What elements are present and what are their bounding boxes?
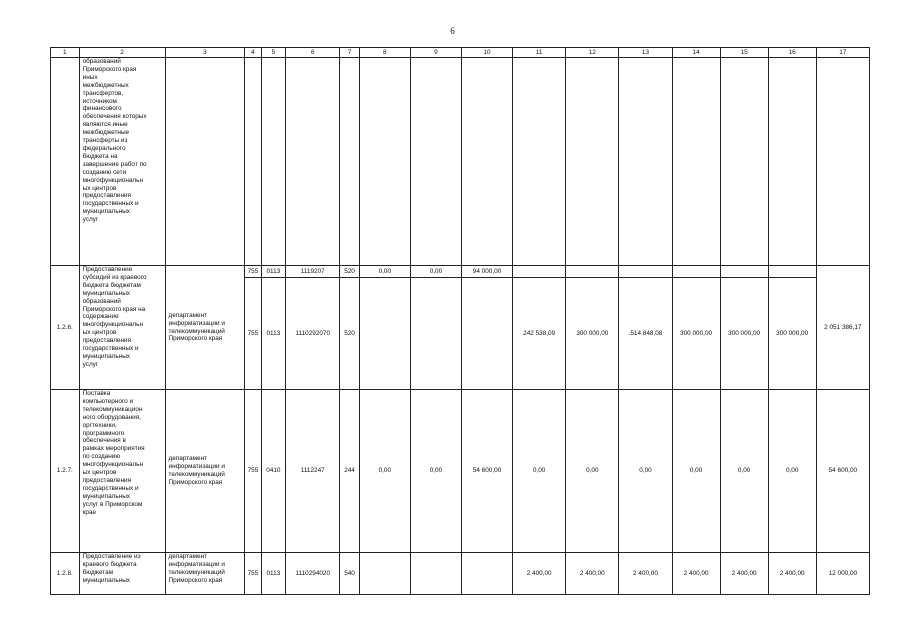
row-total: 54 600,00	[816, 390, 869, 553]
cell-c12: 2 400,00	[566, 553, 619, 595]
cell-c4: 755	[245, 553, 261, 595]
table-row-1-2-6-a	[51, 266, 870, 278]
cell-c14: 300 000,00	[672, 278, 720, 390]
column-header: 4	[245, 48, 261, 58]
cell-c9: 0,00	[410, 266, 461, 278]
cell-c5: 0113	[261, 278, 286, 390]
column-number-row	[51, 48, 870, 58]
row-number: 1.2.6.	[51, 266, 80, 390]
cell-c6: 1110294020	[286, 553, 340, 595]
cell-c4: 755	[245, 278, 261, 390]
cell-c4: 755	[245, 266, 261, 278]
measure-description: образований Приморского края иных межбюджетных трансфертов, источником финансового обеспечения которых являются иные межбюджетные трансферты из федерального бюджета на завершение работ по созданию сети многофункциональн ых центров предоставления государственных и муниципальных услуг	[79, 58, 165, 266]
cell-c6: 1110292070	[286, 278, 340, 390]
row-total: 12 000,00	[816, 553, 869, 595]
cell-c8: 0,00	[359, 390, 410, 553]
table-row-continuation	[51, 58, 870, 266]
row-number: 1.2.8.	[51, 553, 80, 595]
cell-c6: 1119207	[286, 266, 340, 278]
cell-c12: 300 000,00	[566, 278, 619, 390]
column-header: 15	[720, 48, 768, 58]
cell-c16: 2 400,00	[768, 553, 816, 595]
column-header: 7	[340, 48, 359, 58]
column-header: 17	[816, 48, 869, 58]
cell-c12: 0,00	[566, 390, 619, 553]
cell-c13: .514 848,08	[619, 278, 672, 390]
cell-c8: 0,00	[359, 266, 410, 278]
responsible-org: департамент информатизации и телекоммуникаций Приморского края	[165, 390, 245, 553]
responsible-org: департамент информатизации и телекоммуникаций Приморского края	[165, 553, 245, 595]
cell-c14: 2 400,00	[672, 553, 720, 595]
cell-c13: 2 400,00	[619, 553, 672, 595]
cell-c14: 0,00	[672, 390, 720, 553]
column-header: 3	[165, 48, 245, 58]
measure-description: Предоставление из краевого бюджета бюджетам муниципальных	[79, 553, 165, 595]
cell-c10: 94 000,00	[461, 266, 512, 278]
cell-c11: 2 400,00	[513, 553, 566, 595]
column-header: 10	[461, 48, 512, 58]
cell-c5: 0410	[261, 390, 286, 553]
cell-c15: 0,00	[720, 390, 768, 553]
cell-c5: 0113	[261, 266, 286, 278]
responsible-org: департамент информатизации и телекоммуникаций Приморского края	[165, 266, 245, 390]
cell-c10: 54 600,00	[461, 390, 512, 553]
column-header: 6	[286, 48, 340, 58]
column-header: 14	[672, 48, 720, 58]
cell-c4: 755	[245, 390, 261, 553]
column-header: 1	[51, 48, 80, 58]
column-header: 9	[410, 48, 461, 58]
cell-c5: 0113	[261, 553, 286, 595]
cell-c7: 520	[340, 266, 359, 278]
column-header: 13	[619, 48, 672, 58]
budget-table	[50, 47, 870, 595]
cell-c6: 1112247	[286, 390, 340, 553]
column-header: 16	[768, 48, 816, 58]
table-row-1-2-8	[51, 553, 870, 595]
column-header: 11	[513, 48, 566, 58]
table-row-1-2-7	[51, 390, 870, 553]
measure-description: Поставка компьютерного и телекоммуникацион ного оборудования, оргтехники, программного обеспечения в рамках мероприятия по созданию многофункциональн ых центров предоставления государственных и муниципальных услуг в Приморском крае	[79, 390, 165, 553]
cell-c7: 520	[340, 278, 359, 390]
column-header: 8	[359, 48, 410, 58]
cell-c7: 244	[340, 390, 359, 553]
cell-c15: 2 400,00	[720, 553, 768, 595]
cell-c16: 0,00	[768, 390, 816, 553]
cell-c11: 242 538,09	[513, 278, 566, 390]
cell-c9: 0,00	[410, 390, 461, 553]
column-header: 2	[79, 48, 165, 58]
row-total: 2 051 386,17	[816, 266, 869, 390]
measure-description: Предоставление субсидий из краевого бюджета бюджетам муниципальных образований Приморского края на содержание многофункциональн ых центров предоставления государственных и муниципальных услуг	[79, 266, 165, 390]
cell-c7: 540	[340, 553, 359, 595]
cell-c16: 300 000,00	[768, 278, 816, 390]
cell-c15: 300 000,00	[720, 278, 768, 390]
page-number: 6	[450, 26, 455, 36]
row-number: 1.2.7.	[51, 390, 80, 553]
cell-c11: 0,00	[513, 390, 566, 553]
column-header: 5	[261, 48, 286, 58]
cell-c13: 0,00	[619, 390, 672, 553]
column-header: 12	[566, 48, 619, 58]
